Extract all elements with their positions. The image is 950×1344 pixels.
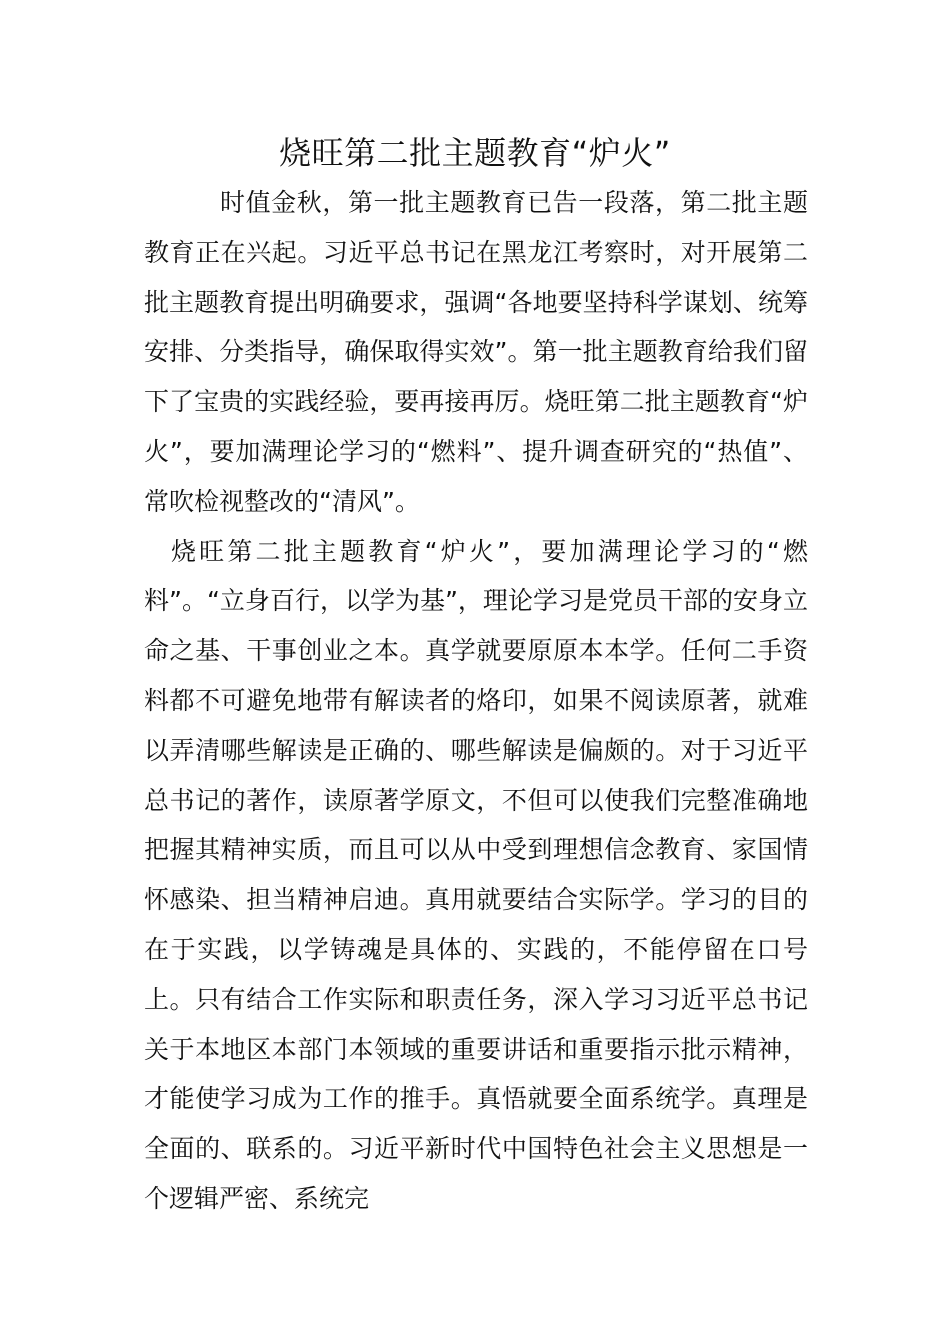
document-body — [144, 178, 808, 1224]
paragraph-theory-study: 烧旺第二批主题教育“炉火”，要加满理论学习的“燃料”。“立身百行，以学为基”，理论学习是党员干部的安身立命之基、干事创业之本。真学就要原原本本学。任何二手资料都不可避免地带有解读者的烙印，如果不阅读原著，就难以弄清哪些解读是正确的、哪些解读是偏颇的。对于习近平总书记的著作，读原著学原文，不但可以使我们完整准确地把握其精神实质，而且可以从中受到理想信念教育、家国情怀感染、担当精神启迪。真用就要结合实际学。学习的目的在于实践，以学铸魂是具体的、实践的，不能停留在口号上。只有结合工作实际和职责任务，深入学习习近平总书记关于本地区本部门本领域的重要讲话和重要指示批示精神，才能使学习成为工作的推手。真悟就要全面系统学。真理是全面的、联系的。习近平新时代中国特色社会主义思想是一个逻辑严密、系统完 — [144, 536, 808, 1213]
document-title: 烧旺第二批主题教育“炉火” — [279, 134, 671, 172]
paragraph-intro: 时值金秋，第一批主题教育已告一段落，第二批主题教育正在兴起。习近平总书记在黑龙江考察时，对开展第二批主题教育提出明确要求，强调“各地要坚持科学谋划、统筹安排、分类指导，确保取得实效”。第一批主题教育给我们留下了宝贵的实践经验，要再接再厉。烧旺第二批主题教育“炉火”，要加满理论学习的“燃料”、提升调查研究的“热值”、常吹检视整改的“清风”。 — [144, 188, 808, 516]
